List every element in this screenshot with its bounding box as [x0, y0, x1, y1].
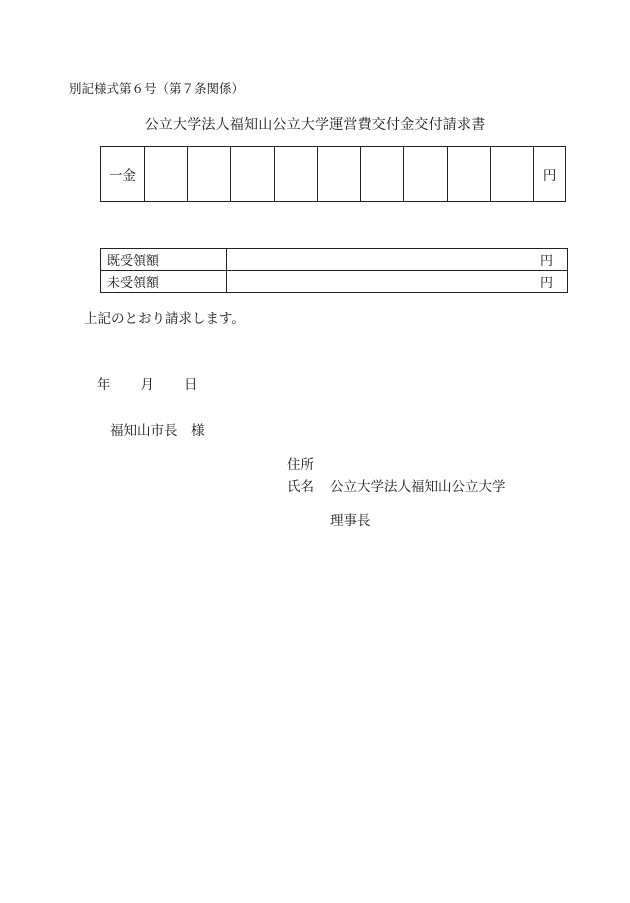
amount-unit: 円 — [542, 168, 557, 184]
already-received-label: 既受領額 — [101, 249, 227, 271]
amount-digit-cell[interactable] — [491, 147, 534, 201]
amount-digit-cell[interactable] — [188, 147, 231, 201]
amount-digit-cell[interactable] — [275, 147, 318, 201]
table-row — [101, 249, 568, 271]
not-received-label: 未受領額 — [101, 271, 227, 293]
already-received-unit: 円 — [539, 254, 553, 269]
received-amount-table — [100, 248, 568, 293]
amount-label: 一金 — [101, 147, 145, 201]
request-statement: 上記のとおり請求します。 — [84, 311, 245, 327]
date-day: 日 — [184, 377, 198, 393]
amount-digit-cell[interactable] — [145, 147, 188, 201]
amount-digit-cell[interactable] — [361, 147, 404, 201]
addressee: 福知山市長 様 — [110, 423, 205, 439]
amount-digit-cell[interactable] — [231, 147, 274, 201]
form-number: 別記様式第６号（第７条関係） — [69, 81, 245, 96]
position-title: 理事長 — [330, 513, 371, 529]
date-month: 月 — [140, 377, 154, 393]
not-received-value-cell[interactable] — [227, 271, 568, 293]
table-row — [101, 271, 568, 293]
amount-digit-cell[interactable] — [318, 147, 361, 201]
amount-digit-cell[interactable] — [448, 147, 491, 201]
not-received-unit: 円 — [539, 276, 553, 291]
already-received-value-cell[interactable] — [227, 249, 568, 271]
date-line — [97, 379, 198, 393]
address-label: 住所 — [287, 457, 314, 473]
amount-digit-cell[interactable] — [404, 147, 447, 201]
name-value: 公立大学法人福知山公立大学 — [330, 479, 506, 495]
document-title: 公立大学法人福知山公立大学運営費交付金交付請求書 — [144, 117, 486, 133]
name-label: 氏名 — [287, 479, 314, 495]
amount-box — [100, 146, 566, 202]
date-year: 年 — [97, 377, 111, 393]
